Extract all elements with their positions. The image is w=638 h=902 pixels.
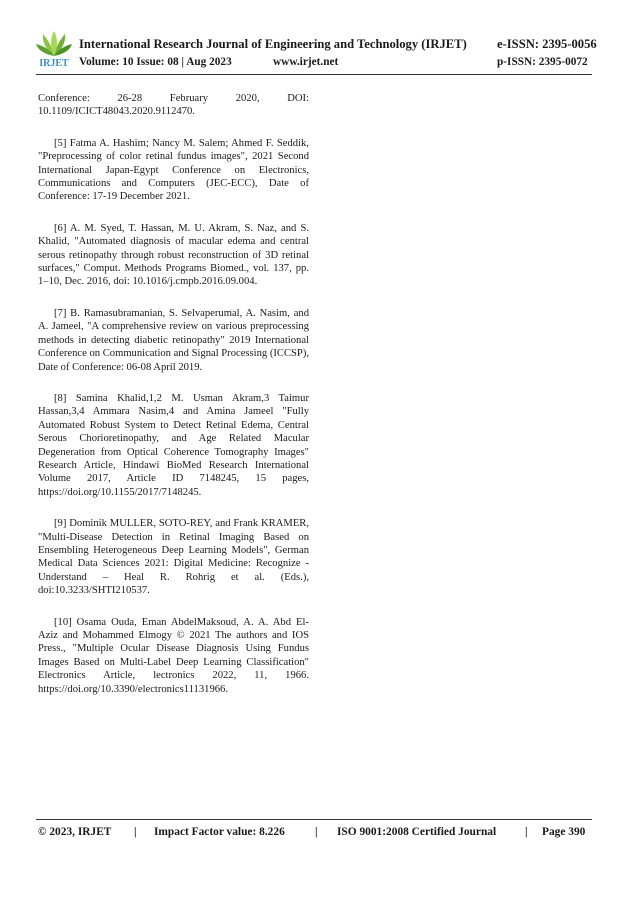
reference-item: [9] Dominik MULLER, SOTO-REY, and Frank KRAMER, "Multi-Disease Detection in Retinal Imaging Based on Ensembling Heterogeneous Deep Learning Models", German Medical Data Sciences 2021: Digital Medicine: Recognize - Understand – Heal R. Rohrig et al. (Eds.), doi:10.3233/SHTI210537. xyxy=(38,518,309,597)
footer-separator: | xyxy=(134,826,137,838)
page-footer xyxy=(38,826,591,840)
footer-divider xyxy=(36,819,592,820)
reference-item: [7] B. Ramasubramanian, S. Selvaperumal, A. Nasim, and A. Jameel, "A comprehensive review on various preprocessing methods in detecting diabetic retinopathy" 2019 International Conference on Communication and Signal Processing (ICCSP), Date of Conference: 06-08 April 2019. xyxy=(38,307,309,373)
reference-item: [6] A. M. Syed, T. Hassan, M. U. Akram, S. Naz, and S. Khalid, "Automated diagnosis of macular edema and central serous retinopathy through robust reconstruction of 3D retinal surfaces," Comput. Methods Programs Biomed., vol. 137, pp. 1–10, Dec. 2016, doi: 10.1016/j.cmpb.2016.09.004. xyxy=(38,222,309,288)
footer-impact-factor: Impact Factor value: 8.226 xyxy=(154,826,285,838)
footer-copyright: © 2023, IRJET xyxy=(38,826,112,838)
logo-text: IRJET xyxy=(39,58,69,69)
reference-item: [8] Samina Khalid,1,2 M. Usman Akram,3 Taimur Hassan,3,4 Ammara Nasim,4 and Amina Jameel "Fully Automated Robust System to Detect Retinal Edema, Central Serous Chorioretinopathy, and Age Related Macular Degeneration from Optical Coherence Tomography Images" Research Article, Hindawi BioMed Research International Volume 2017, Article ID 7148245, 15 pages, https://doi.org/10.1155/2017/7148245. xyxy=(38,392,309,498)
reference-item: [10] Osama Ouda, Eman AbdelMaksoud, A. A. Abd El-Aziz and Mohammed Elmogy © 2021 The authors and IOS Press., "Multiple Ocular Disease Diagnosis Using Fundus Images Based on Multi-Label Deep Learning Classification" Electronics Article, lectronics 2022, 11, 1966. https://doi.org/10.3390/electronics11131966. xyxy=(38,616,309,695)
footer-separator: | xyxy=(525,826,528,838)
journal-website: www.irjet.net xyxy=(273,56,339,68)
e-issn: e-ISSN: 2395-0056 xyxy=(497,37,597,51)
footer-iso: ISO 9001:2008 Certified Journal xyxy=(337,826,497,838)
page-header xyxy=(0,0,638,80)
reference-item: [5] Fatma A. Hashim; Nancy M. Salem; Ahmed F. Seddik, "Preprocessing of color retinal fundus images", 2021 Second International Japan-Egypt Conference on Electronics, Communications and Computers (JEC-ECC), Date of Conference: 17-19 December 2021. xyxy=(38,137,309,203)
volume-issue: Volume: 10 Issue: 08 | Aug 2023 xyxy=(79,56,232,68)
reference-list xyxy=(38,92,309,714)
journal-title: International Research Journal of Engineering and Technology (IRJET) xyxy=(79,37,467,51)
reference-item: Conference: 26-28 February 2020, DOI: 10.1109/ICICT48043.2020.9112470. xyxy=(38,93,309,118)
footer-page-number: Page 390 xyxy=(542,826,586,838)
footer-separator: | xyxy=(315,826,318,838)
p-issn: p-ISSN: 2395-0072 xyxy=(497,56,588,68)
header-divider xyxy=(36,74,592,75)
